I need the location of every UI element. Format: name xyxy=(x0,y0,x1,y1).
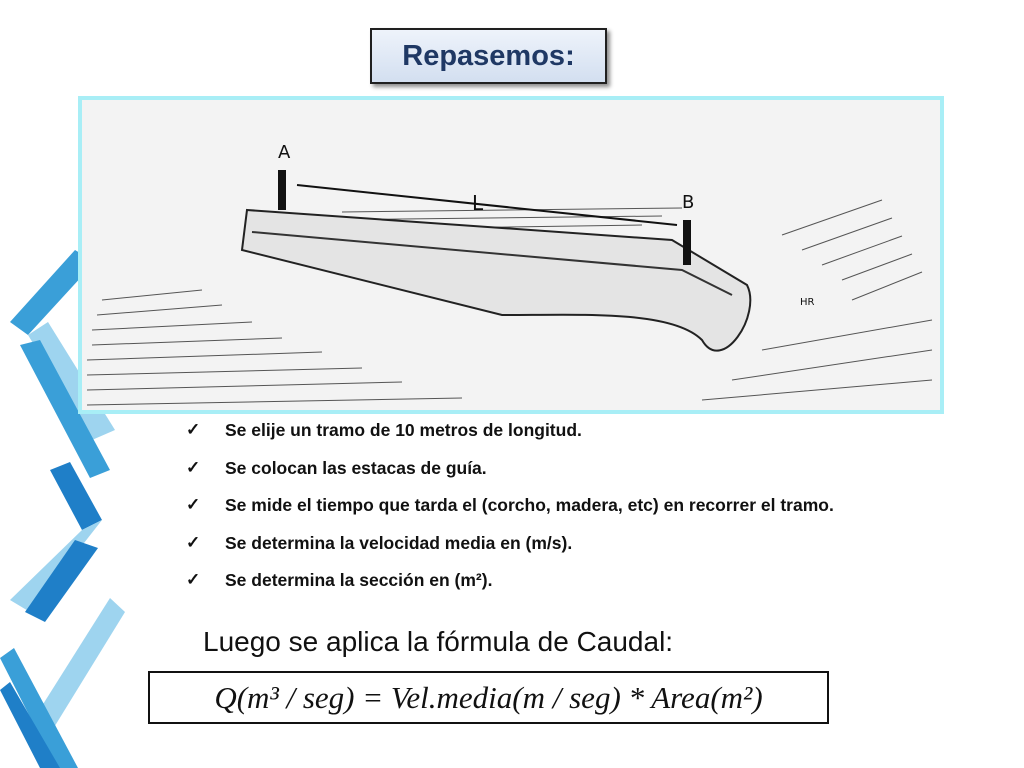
label-a: A xyxy=(278,142,291,163)
list-item-text: Se elije un tramo de 10 metros de longitud. xyxy=(225,420,582,440)
checkmark-icon: ✓ xyxy=(186,495,201,514)
checkmark-icon: ✓ xyxy=(186,420,201,439)
list-item-text: Se determina la velocidad media en (m/s). xyxy=(225,532,573,553)
list-item xyxy=(186,416,834,454)
slide-title: Repasemos: xyxy=(370,28,607,84)
label-hr: HR xyxy=(800,297,815,308)
list-item-text: Se colocan las estacas de guía. xyxy=(225,457,487,478)
label-l: L xyxy=(472,191,484,215)
flow-formula: Q(m³ / seg) = Vel.media(m / seg) * Area(m²) xyxy=(148,671,829,724)
list-item-text: Se mide el tiempo que tarda el (corcho, madera, etc) en recorrer el tramo. xyxy=(225,495,834,515)
list-item xyxy=(186,491,834,529)
list-item-text: Se determina la sección en (m²). xyxy=(225,570,493,590)
list-item xyxy=(186,529,834,567)
list-item xyxy=(186,454,834,492)
conclusion-text: Luego se aplica la fórmula de Caudal: xyxy=(203,626,674,657)
checkmark-icon: ✓ xyxy=(186,532,201,552)
checkmark-icon: ✓ xyxy=(186,457,201,477)
channel-illustration xyxy=(78,96,944,414)
list-item xyxy=(186,566,834,604)
checkmark-icon: ✓ xyxy=(186,570,201,589)
steps-list xyxy=(186,416,834,604)
label-b: B xyxy=(682,192,695,213)
